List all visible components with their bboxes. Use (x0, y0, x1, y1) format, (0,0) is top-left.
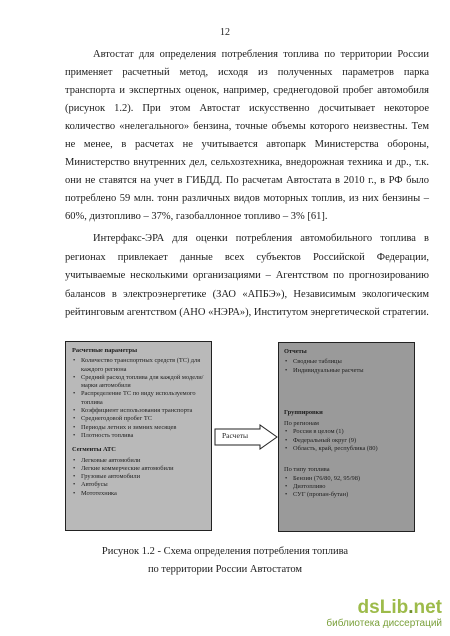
segments-list (72, 457, 206, 498)
calculation-parameters-box (65, 341, 212, 531)
reports-list (284, 358, 409, 375)
list-item: • Автобусы (72, 481, 206, 489)
list-item: • Грузовые автомобили (72, 473, 206, 481)
by-region-list (284, 428, 409, 453)
list-item: • Область, край, республика (80) (284, 445, 409, 453)
list-item: • Индивидуальные расчеты (284, 367, 409, 375)
page-number: 12 (220, 27, 230, 38)
paragraph-2: Интерфакс-ЭРА для оценки потребления автомобильного топлива в регионах привлекает данные всех субъектов Российской Федерации, учитываемые несколькими организациями – Агентством по прогнозированию балансов в электроэнергетике (ЗАО «АПБЭ»), Независимым экологическим рейтинговым агентством (АНО «НЭРА»), Институтом энергетической стратегии. (65, 233, 429, 318)
list-item: • Легкие коммерческие автомобили (72, 465, 206, 473)
list-item: • Средний расход топлива для каждой модели/марки автомобиля (72, 374, 206, 391)
params-title: Расчетные параметры (72, 347, 138, 354)
list-item: • Дизтопливо (284, 483, 409, 491)
params-list (72, 357, 206, 440)
list-item: • Количество транспортных средств (ТС) для каждого региона (72, 357, 206, 374)
paragraph-1: Автостат для определения потребления топлива по территории России применяет расчетный метод, исходя из полученных параметров парка транспорта и экспертных оценок, например, среднегодовой пробег автомобиля (рисунок 1.2). При этом Автостат искусственно досчитывает некоторое количество «нелегального» бензина, точные объемы которого неизвестны. Тем не менее, в расчетах не учитывается автопарк Министерства обороны, Министерство внутренних дел, сельхозтехника, внедорожная техника и др., т.к. они не ставятся на учет в ГИБДД. По расчетам Автостата в 2010 г., в РФ было потреблено 59 млн. тонн различных видов моторных топлив, из них бензины – 60%, дизтопливо – 37%, газобаллонное топливо – 3% [61]. (65, 49, 429, 222)
by-fuel-list (284, 475, 409, 500)
reports-box (278, 342, 415, 532)
groupings-title: Группировки (284, 408, 323, 416)
figure-caption-line-2: по территории России Автостатом (147, 564, 303, 575)
list-item: • Сводные таблицы (284, 358, 409, 366)
watermark-logo: dsLib.net (357, 597, 442, 618)
watermark-subtitle: библиотека диссертаций (326, 618, 442, 629)
list-item: • Периоды летних и зимних месяцев (72, 424, 206, 432)
list-item: • СУГ (пропан-бутан) (284, 491, 409, 499)
list-item: • Мототехника (72, 490, 206, 498)
by-region-label: По регионам (284, 420, 319, 428)
calculations-arrow (214, 424, 278, 450)
figure-caption-line-1: Рисунок 1.2 - Схема определения потребления топлива (101, 546, 349, 557)
list-item: • Среднегодовой пробег ТС (72, 415, 206, 423)
list-item: • Федеральный округ (9) (284, 437, 409, 445)
list-item: • Плотность топлива (72, 432, 206, 440)
segments-title: Сегменты АТС (72, 446, 116, 454)
list-item: • Бензин (76/80, 92, 95/98) (284, 475, 409, 483)
reports-title: Отчеты (284, 348, 307, 355)
by-fuel-label: По типу топлива (284, 466, 330, 474)
list-item: • Распределение ТС по виду используемого топлива (72, 390, 206, 407)
list-item: • Россия в целом (1) (284, 428, 409, 436)
arrow-label: Расчеты (222, 431, 249, 440)
body-text (65, 46, 429, 226)
list-item: • Легковые автомобили (72, 457, 206, 465)
watermark (326, 598, 442, 630)
list-item: • Коэффициент использования транспорта (72, 407, 206, 415)
